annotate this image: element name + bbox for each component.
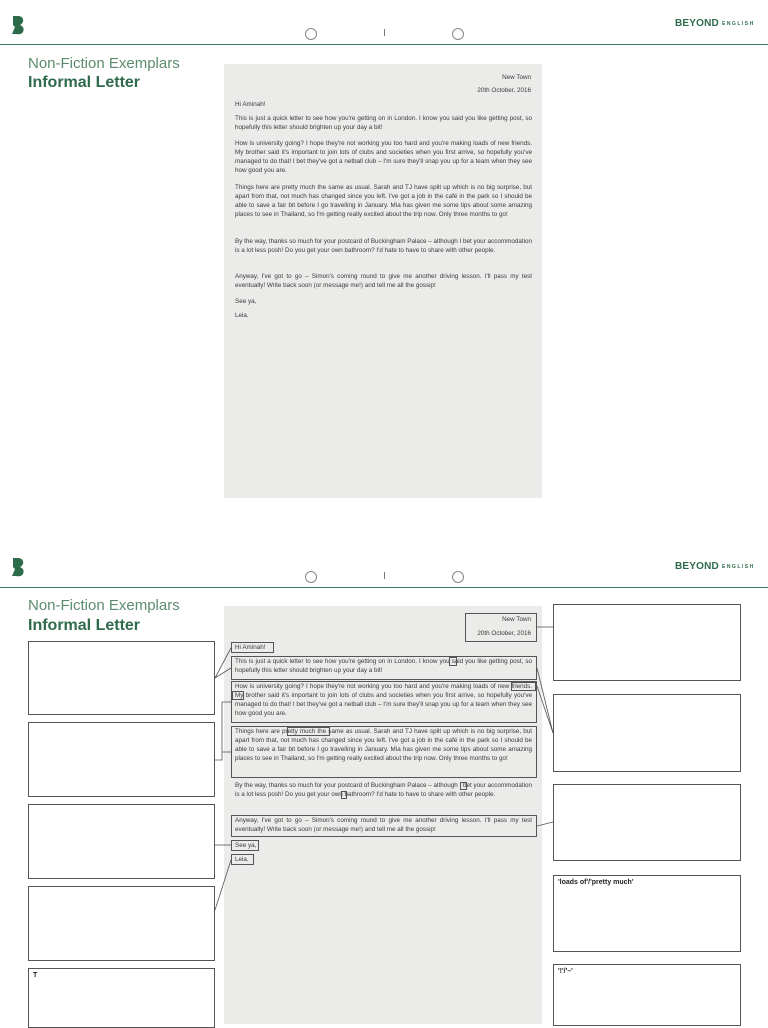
letter-signoff: See ya, — [235, 842, 257, 849]
page-subtitle: Non-Fiction Exemplars — [28, 55, 180, 72]
annotation-label: T — [33, 972, 38, 979]
annotation-label: 'loads of'/'pretty much' — [558, 879, 634, 886]
annotation-label: '!'/'–' — [558, 968, 573, 975]
letter-paragraph: Things here are pretty much the same as usual. Sarah and TJ have split up which is no big surprise, but apart from that, not much has changed since you left. I've got a job in the café in the park so I should be able to save a fair bit before I go travelling in January. Mia has given me some tips about some amazing places to see in Thailand, so I'm getting really excited about the trip now. Only three months to go! — [235, 728, 532, 762]
letter-address: New Town — [502, 74, 531, 81]
letter-signoff: See ya, — [235, 298, 257, 305]
letter-address: New Town — [502, 616, 531, 623]
letter-paragraph: How is university going? I hope they're not working you too hard and you're making loads of new friends. My brother said it's important to join lots of clubs and societies when you first arrive, so hopefully you've managed to do that! I bet they've got a netball club – I'm sure they'll snap you up for a team when they see how good you are. — [235, 140, 532, 174]
letter-signature: Leia. — [235, 312, 249, 319]
letter-paragraph: Anyway, I've got to go – Simon's coming round to give me another driving lesson. I'll pass my test eventually! Write back soon (or message me!) and tell me all the gossip! — [235, 817, 532, 833]
letter-date: 20th October, 2016 — [477, 630, 531, 637]
page-title: Informal Letter — [28, 617, 141, 634]
brand-wordmark: BEYOND ENGLISH — [675, 18, 755, 29]
letter-date: 20th October, 2016 — [477, 87, 531, 94]
letter-greeting: Hi Aminah! — [235, 101, 266, 108]
letter-paragraph: By the way, thanks so much for your postcard of Buckingham Palace – although I bet your accommodation is a lot less posh! Do you get your own bathroom? I'd hate to have to share with other people. — [235, 238, 532, 254]
letter-signature: Leia. — [235, 856, 249, 863]
letter-greeting: Hi Aminah! — [235, 644, 266, 651]
letter-paragraph: How is university going? I hope they're not working you too hard and you're making loads of new friends. My brother said it's important to join lots of clubs and societies when you first arrive, so hopefully you've managed to do that! I bet they've got a netball club – I'm sure they'll snap you up for a team when they see how good you are. — [235, 683, 532, 717]
page-subtitle: Non-Fiction Exemplars — [28, 597, 180, 614]
page-title: Informal Letter — [28, 74, 141, 91]
letter-paragraph: Things here are pretty much the same as usual. Sarah and TJ have split up which is no big surprise, but apart from that, not much has changed since you left. I've got a job in the café in the park so I should be able to save a fair bit before I go travelling in January. Mia has given me some tips about some amazing places to see in Thailand, so I'm getting really excited about the trip now. Only three months to go! — [235, 184, 532, 218]
letter-paragraph: By the way, thanks so much for your postcard of Buckingham Palace – although I bet your accommodation is a lot less posh! Do you get your own bathroom? I'd hate to have to share with other people. — [235, 782, 532, 798]
letter-paragraph: This is just a quick letter to see how you're getting on in London. I know you said you like getting post, so hopefully this letter should brighten up your day a bit! — [235, 115, 532, 131]
brand-wordmark: BEYOND ENGLISH — [675, 561, 755, 572]
letter-paragraph: This is just a quick letter to see how you're getting on in London. I know you said you like getting post, so hopefully this letter should brighten up your day a bit! — [235, 658, 532, 674]
letter-paragraph: Anyway, I've got to go – Simon's coming round to give me another driving lesson. I'll pass my test eventually! Write back soon (or message me!) and tell me all the gossip! — [235, 273, 532, 289]
